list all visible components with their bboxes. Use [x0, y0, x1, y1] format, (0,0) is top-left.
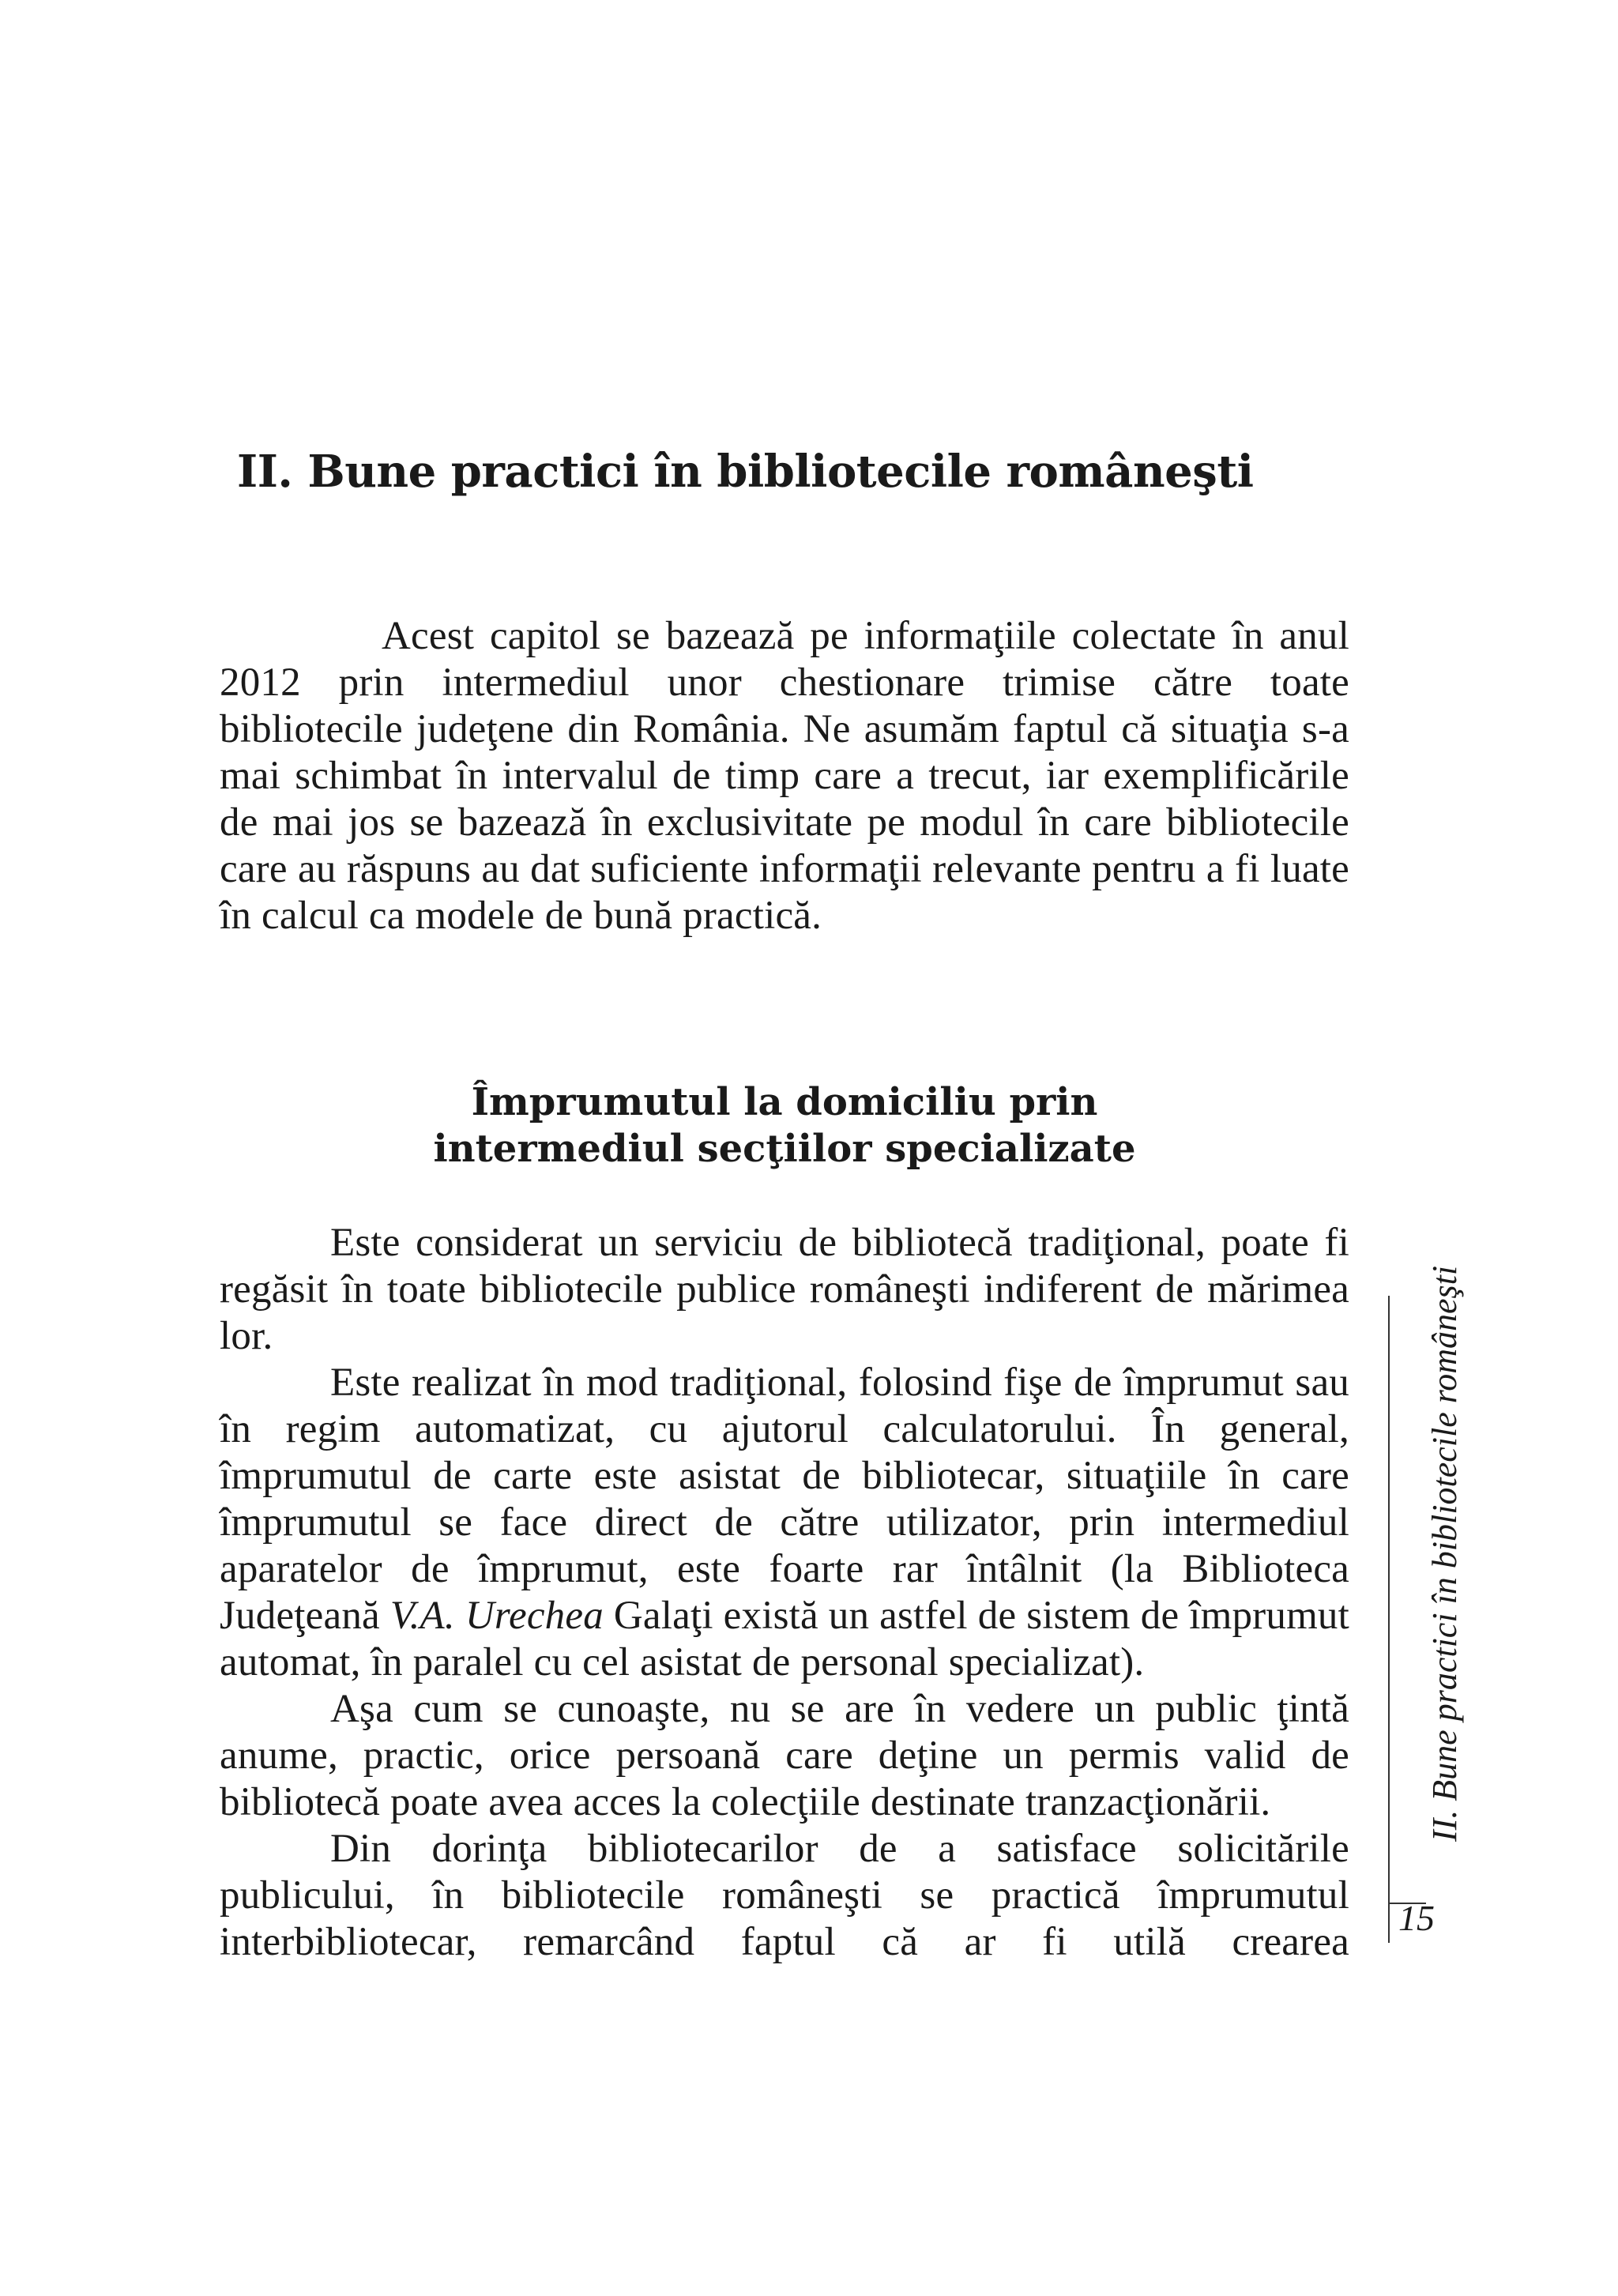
running-head-rule [1388, 1296, 1390, 1943]
section-heading-line-1: Împrumutul la domiciliu prin [471, 1080, 1098, 1124]
section-paragraph-2 [220, 1360, 1349, 1686]
intro-paragraph: Acest capitol se bazează pe informaţiile colectate în anul 2012 prin intermediul unor chestionare trimise către toate bibliotecile judeţene din România. Ne asumăm faptul că situaţia s-a mai schimbat în intervalul de timp care a trecut, iar exemplificările de mai jos se bazează în exclusivitate pe modul în care bibliotecile care au răspuns au dat suficiente informaţii relevante pentru a fi luate în calcul ca modele de bună practică. [220, 614, 1349, 938]
paragraph-2-text-after: Galaţi există un astfel de sistem de împrumut automat, în paralel cu cel asistat de personal specializat). [220, 1594, 1350, 1684]
section-text [220, 1220, 1349, 1966]
intro-text [220, 613, 1349, 939]
section-paragraph-4: Din dorinţa bibliotecarilor de a satisface solicitările publicului, în bibliotecile româneşti se practică împrumutul interbibliotecar, remarcând faptul că ar fi utilă crearea [220, 1827, 1349, 1964]
running-head-text: II. Bune practici în bibliotecile româneşti [1425, 1265, 1464, 1842]
library-name-italic: V.A. Urechea [389, 1594, 604, 1638]
section-heading [220, 1079, 1349, 1172]
paragraph-2-text-before: Este realizat în mod tradiţional, folosind fişe de împrumut sau în regim automatizat, cu ajutorul calculatorului. În general, împrumutul de carte este asistat de bibliotecar, situaţiile în care împrumutul se face direct de către utilizator, prin intermediul aparatelor de împrumut, este foarte rar întâlnit (la Biblioteca Judeţeană [220, 1361, 1349, 1638]
section-paragraph-1: Este considerat un serviciu de bibliotecă tradiţional, poate fi regăsit în toate bibliotecile publice româneşti indiferent de mărimea lor. [220, 1221, 1349, 1358]
page-number: 15 [1398, 1898, 1435, 1938]
section-heading-line-2: intermediul secţiilor specializate [433, 1127, 1136, 1171]
section-paragraph-3: Aşa cum se cunoaşte, nu se are în vedere un public ţintă anume, practic, orice persoană care deţine un permis valid de bibliotecă poate avea acces la colecţiile destinate tranzacţionării. [220, 1687, 1349, 1824]
chapter-title: II. Bune practici în bibliotecile româneşti [237, 446, 1254, 498]
